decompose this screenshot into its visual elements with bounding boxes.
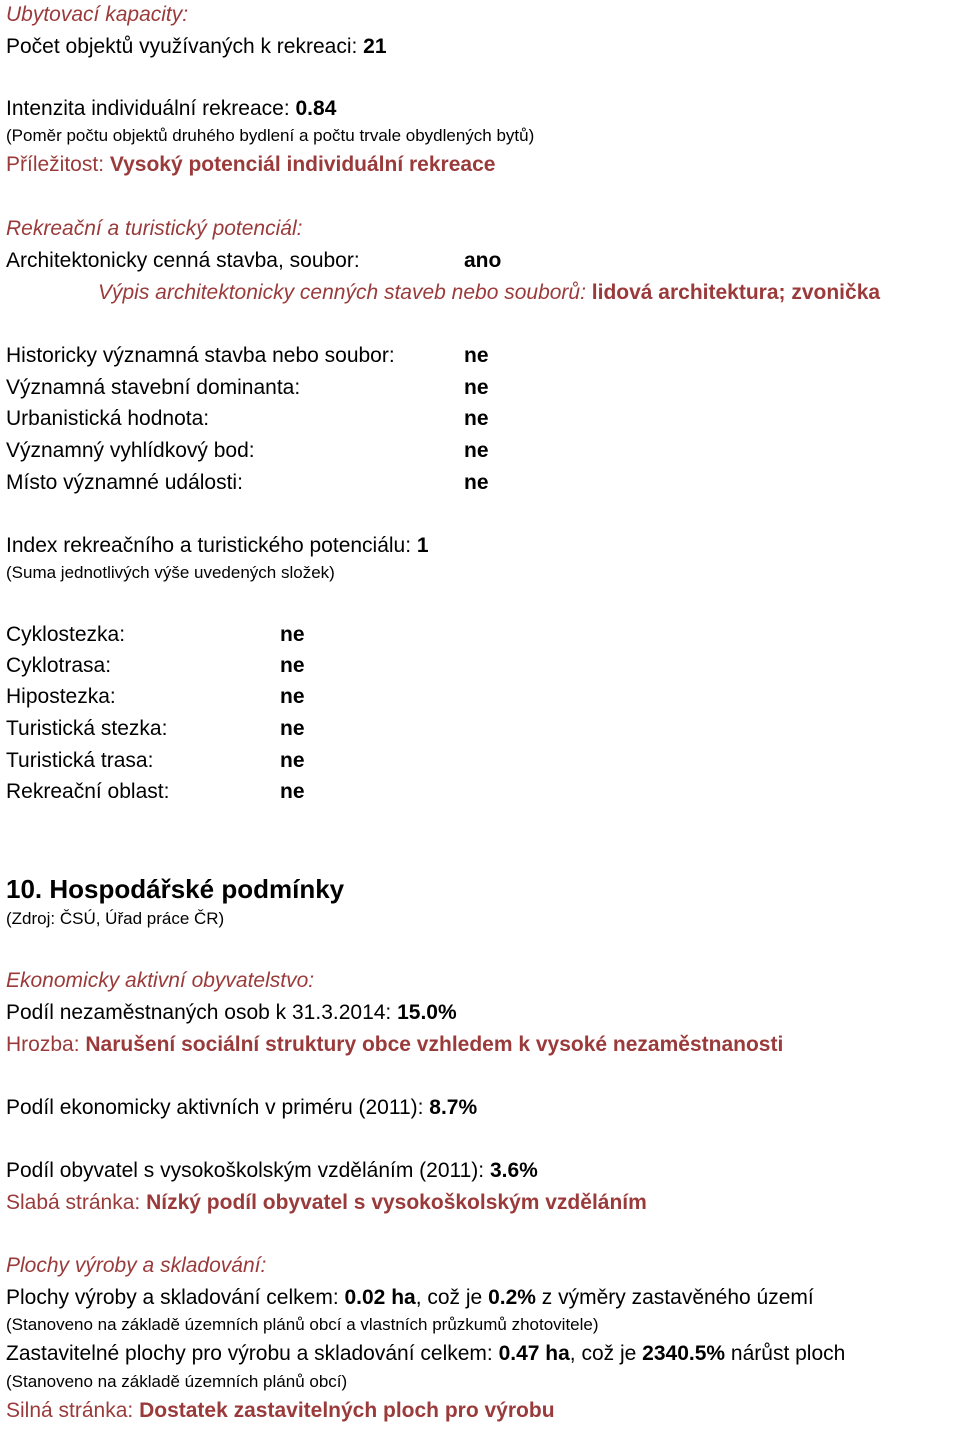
- intensity-label: Intenzita individuální rekreace:: [6, 97, 296, 120]
- trail-label: Turistická stezka:: [6, 717, 168, 740]
- intensity-line: [6, 98, 336, 119]
- accommodation-title: Ubytovací kapacity:: [6, 3, 189, 26]
- trail-value: ne: [280, 654, 305, 677]
- active-line: [6, 1097, 477, 1118]
- section-number: 10.: [6, 874, 43, 904]
- index-note: (Suma jednotlivých výše uvedených složek): [6, 563, 335, 582]
- arch-list-value: lidová architektura; zvonička: [591, 281, 881, 304]
- potential-row-value: ne: [464, 407, 489, 430]
- potential-row-value: ne: [464, 344, 489, 367]
- potential-row-value: ne: [464, 439, 489, 462]
- unemployed-line: [6, 1002, 457, 1023]
- production-title: Plochy výroby a skladování:: [6, 1254, 267, 1277]
- trail-label: Turistická trasa:: [6, 749, 154, 772]
- strength-line: [6, 1400, 555, 1421]
- threat-prefix: Hrozba:: [6, 1033, 86, 1056]
- trail-label: Cyklostezka:: [6, 623, 126, 646]
- objects-label: Počet objektů využívaných k rekreaci:: [6, 35, 364, 58]
- arch-list-line: [98, 282, 880, 303]
- potential-row-label: Významná stavební dominanta:: [6, 376, 301, 399]
- arch-label: Architektonicky cenná stavba, soubor:: [6, 249, 360, 272]
- intensity-value: 0.84: [295, 97, 337, 120]
- potential-title: Rekreační a turistický potenciál:: [6, 217, 303, 240]
- active-title: Ekonomicky aktivní obyvatelstvo:: [6, 969, 315, 992]
- opportunity-line: [6, 154, 495, 175]
- potential-row-label: Historicky významná stavba nebo soubor:: [6, 344, 395, 367]
- trail-value: ne: [280, 780, 305, 803]
- unemployed-value: 15.0%: [397, 1001, 457, 1024]
- uni-label: Podíl obyvatel s vysokoškolským vzděláním (2011):: [6, 1159, 490, 1182]
- source-note: (Zdroj: ČSÚ, Úřad práce ČR): [6, 909, 225, 928]
- potential-row-label: Místo významné události:: [6, 471, 243, 494]
- trail-value: ne: [280, 717, 305, 740]
- prod-total-line: [6, 1287, 814, 1308]
- opportunity-text: Vysoký potenciál individuální rekreace: [109, 153, 496, 176]
- weak-line: [6, 1192, 647, 1213]
- index-value: 1: [416, 534, 429, 557]
- active-value: 8.7%: [429, 1096, 478, 1119]
- prod-total-note: (Stanoveno na základě územních plánů obcí a vlastních průzkumů zhotovitele): [6, 1315, 599, 1334]
- buildable-line: [6, 1343, 845, 1364]
- objects-value: 21: [363, 35, 387, 58]
- prod-total-value: 0.02 ha: [344, 1286, 416, 1309]
- trail-value: ne: [280, 749, 305, 772]
- section-heading: [6, 876, 344, 902]
- index-label: Index rekreačního a turistického potenciálu:: [6, 534, 417, 557]
- weak-prefix: Slabá stránka:: [6, 1191, 147, 1214]
- trail-value: ne: [280, 623, 305, 646]
- prod-total-mid: , což je: [415, 1286, 489, 1309]
- buildable-tail: nárůst ploch: [725, 1342, 846, 1365]
- weak-text: Nízký podíl obyvatel s vysokoškolským vzděláním: [146, 1191, 647, 1214]
- section-title: Hospodářské podmínky: [42, 874, 345, 904]
- potential-row-label: Významný vyhlídkový bod:: [6, 439, 255, 462]
- buildable-mid: , což je: [569, 1342, 643, 1365]
- buildable-label: Zastavitelné plochy pro výrobu a skladování celkem:: [6, 1342, 499, 1365]
- index-line: [6, 535, 429, 556]
- objects-line: [6, 36, 387, 57]
- buildable-pct: 2340.5%: [642, 1342, 726, 1365]
- trail-value: ne: [280, 685, 305, 708]
- strength-text: Dostatek zastavitelných ploch pro výrobu: [139, 1399, 555, 1422]
- threat-text: Narušení sociální struktury obce vzhledem k vysoké nezaměstnanosti: [85, 1033, 784, 1056]
- trail-label: Rekreační oblast:: [6, 780, 170, 803]
- buildable-note: (Stanoveno na základě územních plánů obcí): [6, 1372, 348, 1391]
- active-label: Podíl ekonomicky aktivních v priméru (2011):: [6, 1096, 430, 1119]
- uni-line: [6, 1160, 538, 1181]
- arch-list-label: Výpis architektonicky cenných staveb nebo souborů:: [98, 281, 592, 304]
- prod-total-label: Plochy výroby a skladování celkem:: [6, 1286, 345, 1309]
- strength-prefix: Silná stránka:: [6, 1399, 140, 1422]
- potential-row-value: ne: [464, 471, 489, 494]
- opportunity-prefix: Příležitost:: [6, 153, 110, 176]
- threat-line: [6, 1034, 783, 1055]
- potential-row-label: Urbanistická hodnota:: [6, 407, 210, 430]
- buildable-value: 0.47 ha: [498, 1342, 570, 1365]
- potential-row-value: ne: [464, 376, 489, 399]
- prod-total-tail: z výměry zastavěného území: [535, 1286, 814, 1309]
- trail-label: Cyklotrasa:: [6, 654, 112, 677]
- uni-value: 3.6%: [489, 1159, 538, 1182]
- trail-label: Hipostezka:: [6, 685, 116, 708]
- prod-total-pct: 0.2%: [488, 1286, 536, 1309]
- unemployed-label: Podíl nezaměstnaných osob k 31.3.2014:: [6, 1001, 398, 1024]
- arch-value: ano: [464, 249, 502, 272]
- intensity-note: (Poměr počtu objektů druhého bydlení a počtu trvale obydlených bytů): [6, 126, 535, 145]
